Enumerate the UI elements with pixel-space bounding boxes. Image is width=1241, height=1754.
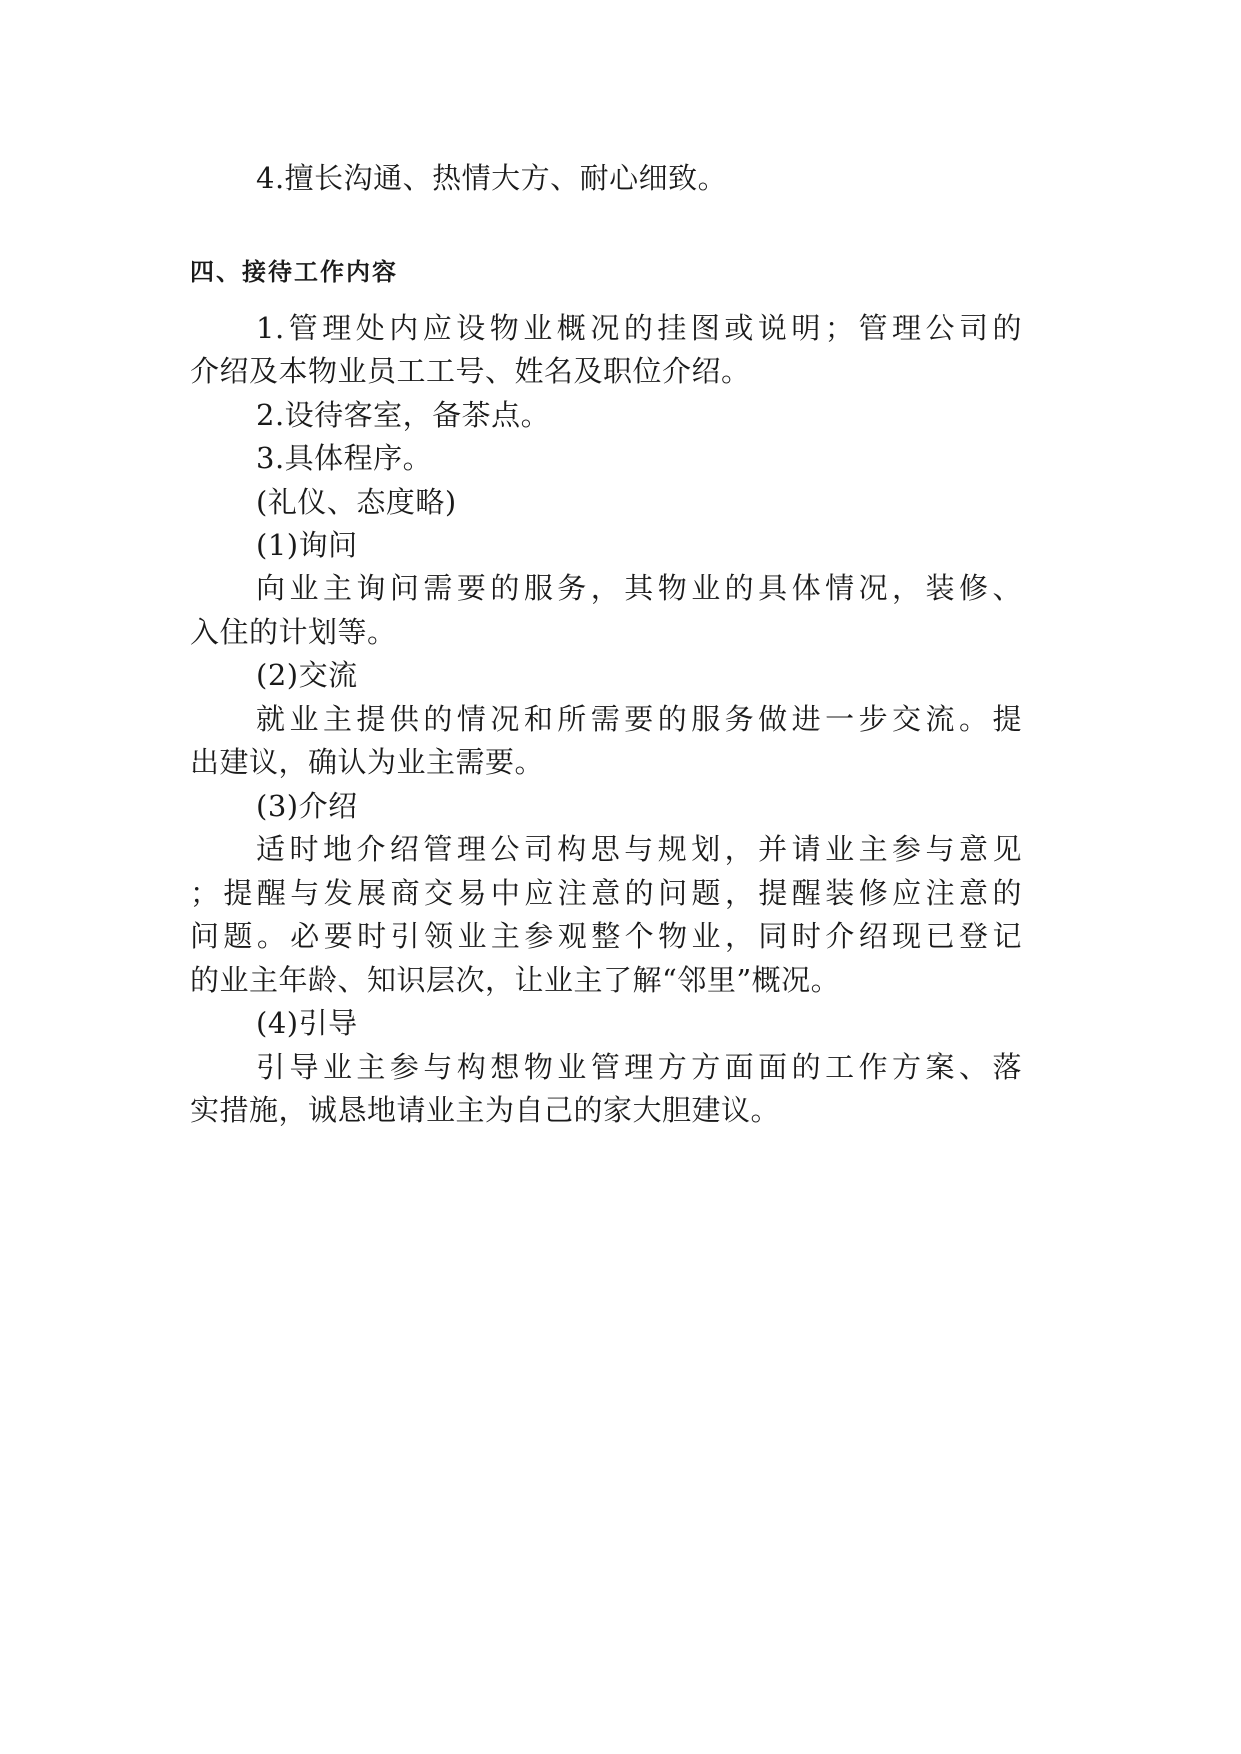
- paragraph-line: 出建议，确认为业主需要。: [190, 745, 545, 779]
- subheading-line: (4)引导: [256, 1006, 358, 1040]
- paragraph-line: 3.具体程序。: [256, 441, 433, 475]
- item-4-line: 4.擅长沟通、热情大方、耐心细致。: [256, 161, 728, 195]
- paragraph-line: 介绍及本物业员工工号、姓名及职位介绍。: [190, 354, 751, 388]
- subheading-line: (1)询问: [256, 528, 358, 562]
- paragraph-line: 的业主年龄、知识层次，让业主了解“邻里”概况。: [190, 963, 841, 997]
- paragraph-line: 入住的计划等。: [190, 615, 397, 649]
- paragraph-line: 适时地介绍管理公司构思与规划，并请业主参与意见: [256, 832, 1022, 866]
- paragraph-line: 引导业主参与构想物业管理方方面面的工作方案、落: [256, 1050, 1022, 1084]
- paragraph-line: 实措施，诚恳地请业主为自己的家大胆建议。: [190, 1093, 781, 1127]
- paragraph-line: (礼仪、态度略): [256, 485, 457, 519]
- paragraph-line: 2.设待客室，备茶点。: [256, 398, 551, 432]
- paragraph-line: 向业主询问需要的服务，其物业的具体情况，装修、: [256, 571, 1022, 605]
- subheading-line: (2)交流: [256, 658, 358, 692]
- subheading-line: (3)介绍: [256, 789, 358, 823]
- paragraph-line: ；提醒与发展商交易中应注意的问题，提醒装修应注意的: [190, 876, 1022, 910]
- paragraph-line: 问题。必要时引领业主参观整个物业，同时介绍现已登记: [190, 919, 1022, 953]
- section-heading: 四、接待工作内容: [190, 258, 398, 286]
- paragraph-line: 1.管理处内应设物业概况的挂图或说明；管理公司的: [256, 311, 1022, 345]
- paragraph-line: 就业主提供的情况和所需要的服务做进一步交流。提: [256, 702, 1022, 736]
